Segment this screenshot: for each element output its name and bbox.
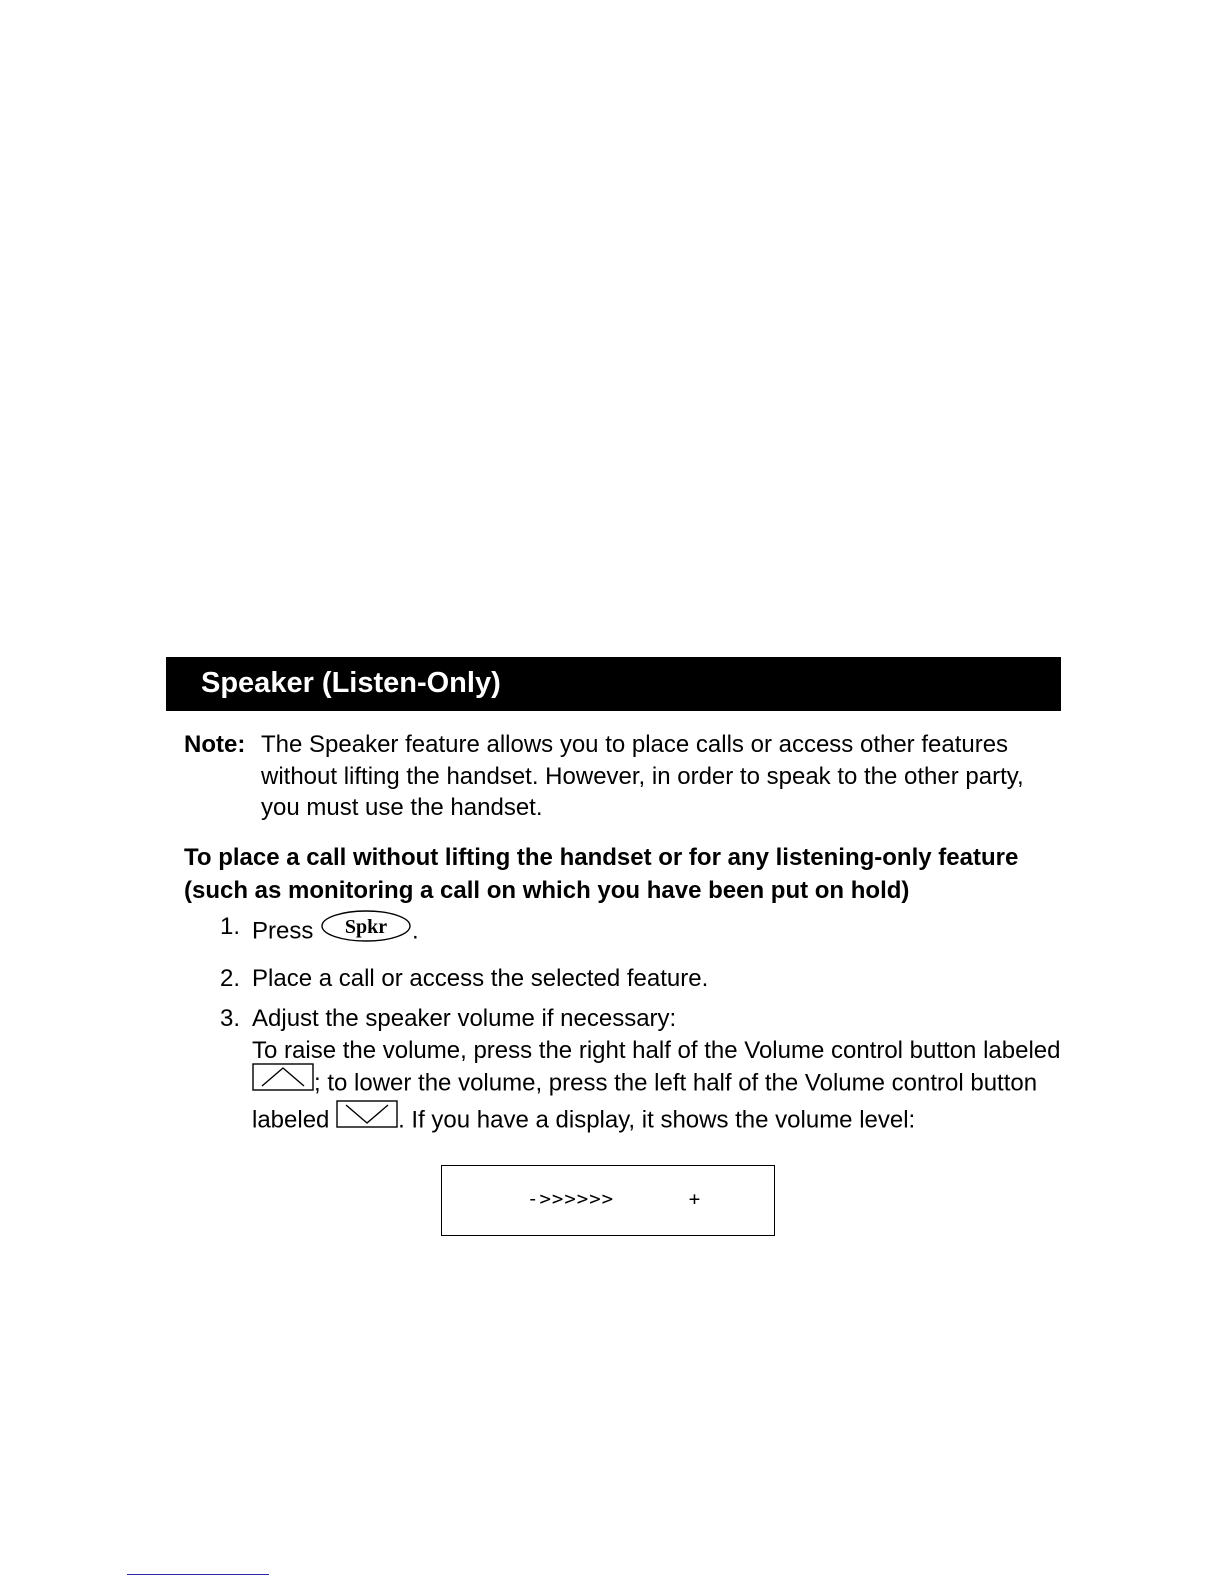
note-text: The Speaker feature allows you to place calls or access other features without lifting the handset. However, in order to speak to the other party, you must use the handset.	[261, 731, 1024, 821]
note-label: Note:	[184, 731, 246, 758]
volume-minus: -	[527, 1188, 540, 1210]
step-1	[220, 911, 1070, 954]
section-header	[166, 657, 1061, 711]
volume-display-text	[527, 1188, 701, 1210]
step-number: 2.	[220, 964, 241, 992]
step-text: Press	[252, 917, 314, 945]
spkr-key-label: Spkr	[344, 916, 388, 938]
step-number: 1.	[220, 913, 241, 940]
spkr-key-icon	[320, 909, 412, 952]
caret-up-icon	[252, 1063, 314, 1091]
volume-plus: +	[688, 1188, 702, 1210]
note	[184, 729, 1064, 824]
caret-down-icon	[336, 1100, 398, 1128]
step-2	[220, 963, 1070, 995]
step-detail-part2: ; to lower the volume, press the left half of the Volume control button labeled	[252, 1069, 1038, 1134]
volume-gap	[614, 1188, 689, 1210]
volume-up-key-icon	[252, 1063, 314, 1100]
spkr-key-graphic	[320, 909, 412, 943]
step-number: 3.	[220, 1005, 241, 1032]
procedure-heading: To place a call without lifting the handset or for any listening-only feature (such as monitoring a call on which you have been put on hold)	[184, 844, 1019, 904]
step-3	[220, 1003, 1070, 1139]
volume-level-indicator: >>>>>>	[539, 1188, 615, 1210]
step-detail	[252, 1035, 1070, 1140]
step-text: Adjust the speaker volume if necessary:	[252, 1005, 677, 1032]
steps-list	[220, 911, 1070, 1148]
footer-link-line	[127, 1574, 269, 1575]
volume-display	[441, 1165, 775, 1236]
step-text-after: .	[412, 917, 419, 945]
step-detail-part1: To raise the volume, press the right half of the Volume control button labeled	[252, 1036, 1061, 1064]
step-detail-part3: . If you have a display, it shows the volume level:	[398, 1106, 916, 1134]
section-title: Speaker (Listen-Only)	[201, 667, 501, 699]
step-text: Place a call or access the selected feature.	[252, 964, 709, 992]
volume-down-key-icon	[336, 1100, 398, 1137]
